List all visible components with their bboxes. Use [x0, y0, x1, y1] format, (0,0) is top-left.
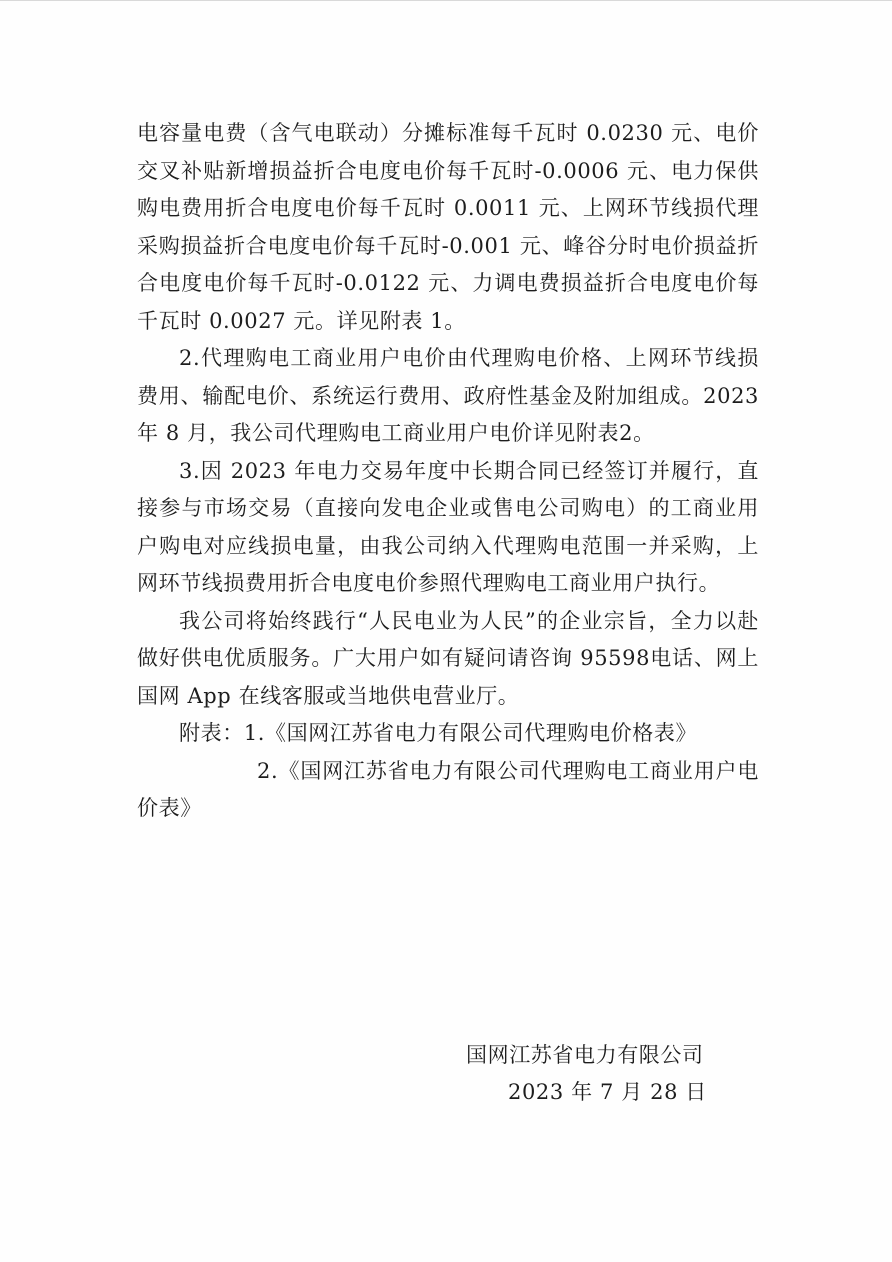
signature-company: 国网江苏省电力有限公司	[466, 1043, 704, 1067]
attachment-item-1: 1.《国网江苏省电力有限公司代理购电价格表》	[243, 721, 698, 745]
attachment-item-2: 2.《国网江苏省电力有限公司代理购电工商业用户电价表》	[137, 758, 759, 820]
paragraph-item-3: 3.因 2023 年电力交易年度中长期合同已经签订并履行，直接参与市场交易（直接向发电企业或售电公司购电）的工商业用户购电对应线损电量，由我公司纳入代理购电范围一并采购，上网环节线损费用折合电度电价参照代理购电工商业用户执行。	[137, 458, 759, 595]
attachment-line-1	[137, 715, 759, 753]
document-body	[137, 115, 759, 828]
paragraph-continued: 电容量电费（含气电联动）分摊标准每千瓦时 0.0230 元、电价交叉补贴新增损益折合电度电价每千瓦时-0.0006 元、电力保供购电费用折合电度电价每千瓦时 0.0011 元、上网环节线损代理采购损益折合电度电价每千瓦时-0.001 元、峰谷分时电价损益折合电度电价每千瓦时-0.0122 元、力调电费损益折合电度电价每千瓦时 0.0027 元。详见附表 1。	[137, 121, 759, 333]
attachments-label: 附表：	[179, 721, 244, 745]
paragraph-closing: 我公司将始终践行“人民电业为人民”的企业宗旨，全力以赴做好供电优质服务。广大用户如有疑问请咨询 95598电话、网上国网 App 在线客服或当地供电营业厅。	[137, 608, 759, 708]
attachments-section	[137, 715, 759, 828]
signature-block	[466, 1037, 766, 1111]
paragraph-item-2: 2.代理购电工商业用户电价由代理购电价格、上网环节线损费用、输配电价、系统运行费用、政府性基金及附加组成。2023 年 8 月，我公司代理购电工商业用户电价详见附表2。	[137, 346, 759, 445]
signature-date: 2023 年 7 月 28 日	[508, 1080, 707, 1104]
